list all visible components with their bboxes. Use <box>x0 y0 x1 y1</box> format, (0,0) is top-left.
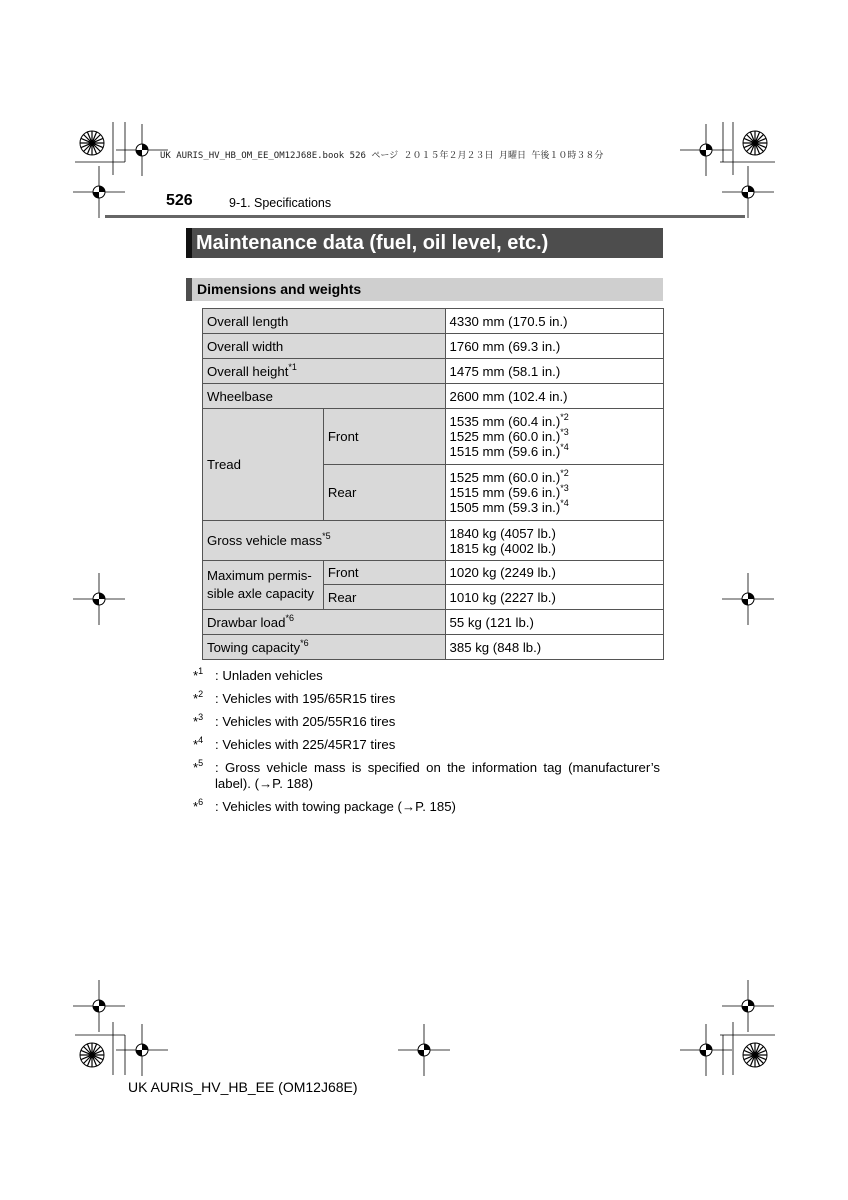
page-title: Maintenance data (fuel, oil level, etc.) <box>186 228 663 258</box>
dimensions-table <box>202 308 664 660</box>
table-row <box>203 359 664 384</box>
page-number: 526 <box>166 192 193 209</box>
value-cell: 385 kg (848 lb.) <box>445 635 663 660</box>
value-cell: 1010 kg (2227 lb.) <box>445 585 663 610</box>
label-cell: Overall length <box>203 309 446 334</box>
sub-label-cell: Front <box>323 561 445 585</box>
sub-label-cell: Front <box>323 409 445 465</box>
value-cell: 4330 mm (170.5 in.) <box>445 309 663 334</box>
subsection-title: Dimensions and weights <box>186 278 663 301</box>
value-cell: 2600 mm (102.4 in.) <box>445 384 663 409</box>
footnote: *$^6$ : Vehicles with towing package (→P. 185) <box>193 797 456 814</box>
footnote: *$^1$ : Unladen vehicles <box>193 666 323 683</box>
label-cell: Towing capacity$^{*6}$ <box>203 635 446 660</box>
footnote-ref: *6 <box>285 612 294 623</box>
footnote: *$^3$ : Vehicles with 205/55R16 tires <box>193 712 396 729</box>
value-cell: 55 kg (121 lb.) <box>445 610 663 635</box>
footnote: *$^4$ : Vehicles with 225/45R17 tires <box>193 735 396 752</box>
value-cell: 1020 kg (2249 lb.) <box>445 561 663 585</box>
footnote-ref: *1 <box>288 361 297 372</box>
label-cell: Tread <box>203 409 324 521</box>
sub-label-cell: Rear <box>323 585 445 610</box>
footnote: *$^5$ : Gross vehicle mass is specified on the information tag (manufacturer’s label). (→P. 188) <box>193 758 660 791</box>
label-cell: Overall height$^{*1}$ <box>203 359 446 384</box>
footer-code: UK AURIS_HV_HB_EE (OM12J68E) <box>128 1079 358 1095</box>
label-cell: Gross vehicle mass$^{*5}$ <box>203 521 446 561</box>
value-cell: 1840 kg (4057 lb.) 1815 kg (4002 lb.) <box>445 521 663 561</box>
table-row <box>203 521 664 561</box>
footnote-ref: *5 <box>322 531 331 541</box>
header-divider <box>105 215 745 218</box>
label-cell: Maximum permis- sible axle capacity <box>203 561 324 610</box>
label-cell: Drawbar load$^{*6}$ <box>203 610 446 635</box>
label-cell: Wheelbase <box>203 384 446 409</box>
table-row <box>203 334 664 359</box>
table-row <box>203 561 664 585</box>
value-cell: 1760 mm (69.3 in.) <box>445 334 663 359</box>
sub-label-cell: Rear <box>323 465 445 521</box>
value-cell: 1475 mm (58.1 in.) <box>445 359 663 384</box>
value-cell: 1535 mm (60.4 in.)$^{*2}$ 1525 mm (60.0 in.)$^{*3}$ 1515 mm (59.6 in.)$^{*4}$ <box>445 409 663 465</box>
label-cell: Overall width <box>203 334 446 359</box>
footnote-ref: *6 <box>300 637 309 648</box>
value-cell: 1525 mm (60.0 in.)$^{*2}$ 1515 mm (59.6 in.)$^{*3}$ 1505 mm (59.3 in.)$^{*4}$ <box>445 465 663 521</box>
table-row <box>203 384 664 409</box>
print-info: UK AURIS_HV_HB_OM_EE_OM12J68E.book 526 ページ ２０１５年２月２３日 月曜日 午後１０時３８分 <box>160 151 604 161</box>
table-row <box>203 409 664 465</box>
table-row <box>203 610 664 635</box>
footnotes <box>193 668 660 822</box>
footnote: *$^2$ : Vehicles with 195/65R15 tires <box>193 689 396 706</box>
table-row <box>203 635 664 660</box>
table-row <box>203 309 664 334</box>
section-title: 9-1. Specifications <box>229 196 332 210</box>
